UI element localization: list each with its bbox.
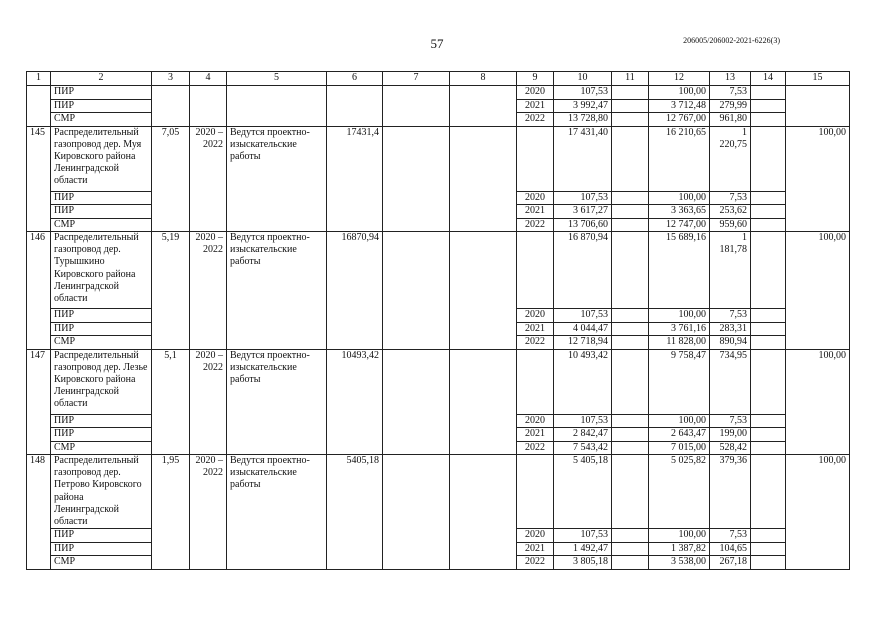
empty-cell bbox=[383, 86, 450, 127]
amount-regional: 279,99 bbox=[710, 99, 751, 113]
empty-cell bbox=[751, 441, 786, 455]
empty-cell bbox=[612, 414, 649, 428]
stage-label: СМР bbox=[51, 441, 152, 455]
amount-regional: 7,53 bbox=[710, 309, 751, 323]
row-number-cell bbox=[27, 86, 51, 127]
amount-federal: 5 025,82 bbox=[649, 455, 710, 529]
amount-regional: 253,62 bbox=[710, 205, 751, 219]
amount-federal: 100,00 bbox=[649, 86, 710, 100]
amount-federal: 7 015,00 bbox=[649, 441, 710, 455]
object-row bbox=[27, 349, 850, 414]
empty-cell bbox=[612, 205, 649, 219]
year-cell: 2020 bbox=[517, 86, 554, 100]
empty-cell bbox=[152, 86, 190, 127]
empty-cell bbox=[751, 455, 786, 529]
amount-federal: 9 758,47 bbox=[649, 349, 710, 414]
period-end: 2022 bbox=[203, 361, 223, 373]
row-number-cell: 145 bbox=[27, 126, 51, 232]
stage-label: СМР bbox=[51, 556, 152, 570]
period-start: 2020 – bbox=[195, 232, 223, 243]
stage-label: ПИР bbox=[51, 205, 152, 219]
amount-total: 107,53 bbox=[554, 414, 612, 428]
share-cell: 100,00 bbox=[786, 232, 850, 350]
stage-label: ПИР bbox=[51, 542, 152, 556]
empty-cell bbox=[612, 441, 649, 455]
status-cell: Ведутся проектно-изыскательские работы bbox=[227, 455, 327, 570]
year-cell: 2022 bbox=[517, 113, 554, 127]
amount-regional: 7,53 bbox=[710, 414, 751, 428]
amount-regional: 528,42 bbox=[710, 441, 751, 455]
column-header: 2 bbox=[51, 72, 152, 86]
stage-label: СМР bbox=[51, 336, 152, 350]
empty-cell bbox=[227, 86, 327, 127]
row-number-cell: 147 bbox=[27, 349, 51, 455]
column-header: 1 bbox=[27, 72, 51, 86]
amount-total: 3 805,18 bbox=[554, 556, 612, 570]
year-cell: 2022 bbox=[517, 441, 554, 455]
year-cell: 2020 bbox=[517, 529, 554, 543]
period-cell bbox=[190, 455, 227, 570]
estimate-cell: 16870,94 bbox=[327, 232, 383, 350]
amount-regional: 267,18 bbox=[710, 556, 751, 570]
table-body bbox=[27, 86, 850, 570]
amount-total: 2 842,47 bbox=[554, 428, 612, 442]
column-number-row bbox=[27, 72, 850, 86]
empty-cell bbox=[612, 126, 649, 191]
amount-total: 7 543,42 bbox=[554, 441, 612, 455]
object-name: Распределительный газопровод дер. Муя Кировского района Ленинградской области bbox=[51, 126, 152, 191]
column-header: 10 bbox=[554, 72, 612, 86]
period-start: 2020 – bbox=[195, 455, 223, 466]
column-header: 12 bbox=[649, 72, 710, 86]
stage-row bbox=[27, 86, 850, 100]
amount-federal: 12 767,00 bbox=[649, 113, 710, 127]
year-cell: 2022 bbox=[517, 556, 554, 570]
length-cell: 1,95 bbox=[152, 455, 190, 570]
empty-cell bbox=[751, 205, 786, 219]
stage-label: СМР bbox=[51, 113, 152, 127]
year-cell bbox=[517, 232, 554, 309]
amount-federal: 100,00 bbox=[649, 529, 710, 543]
amount-regional: 283,31 bbox=[710, 322, 751, 336]
empty-cell bbox=[751, 86, 786, 100]
amount-regional: 959,60 bbox=[710, 218, 751, 232]
amount-total: 1 492,47 bbox=[554, 542, 612, 556]
period-end: 2022 bbox=[203, 138, 223, 150]
estimate-cell: 5405,18 bbox=[327, 455, 383, 570]
empty-cell bbox=[612, 191, 649, 205]
amount-total: 107,53 bbox=[554, 191, 612, 205]
empty-cell bbox=[450, 349, 517, 455]
empty-cell bbox=[751, 309, 786, 323]
empty-cell bbox=[450, 126, 517, 232]
page-number: 57 bbox=[430, 36, 444, 51]
share-cell: 100,00 bbox=[786, 455, 850, 570]
empty-cell bbox=[612, 322, 649, 336]
amount-total: 107,53 bbox=[554, 309, 612, 323]
amount-federal: 16 210,65 bbox=[649, 126, 710, 191]
amount-federal: 3 761,16 bbox=[649, 322, 710, 336]
empty-cell bbox=[612, 455, 649, 529]
empty-cell bbox=[383, 126, 450, 232]
empty-cell bbox=[751, 113, 786, 127]
empty-cell bbox=[612, 556, 649, 570]
amount-federal: 3 712,48 bbox=[649, 99, 710, 113]
amount-total: 107,53 bbox=[554, 529, 612, 543]
row-number-cell: 146 bbox=[27, 232, 51, 350]
empty-cell bbox=[612, 336, 649, 350]
column-header: 4 bbox=[190, 72, 227, 86]
column-header: 9 bbox=[517, 72, 554, 86]
empty-cell bbox=[751, 232, 786, 309]
year-cell: 2022 bbox=[517, 218, 554, 232]
amount-regional: 104,65 bbox=[710, 542, 751, 556]
amount-total: 13 706,60 bbox=[554, 218, 612, 232]
amount-total: 3 617,27 bbox=[554, 205, 612, 219]
empty-cell bbox=[751, 126, 786, 191]
amount-regional: 1 220,75 bbox=[710, 126, 751, 191]
amount-federal: 3 363,65 bbox=[649, 205, 710, 219]
year-cell: 2020 bbox=[517, 309, 554, 323]
empty-cell bbox=[612, 86, 649, 100]
empty-cell bbox=[612, 529, 649, 543]
year-cell: 2021 bbox=[517, 322, 554, 336]
document-id: 206005/206002-2021-6226(3) bbox=[683, 36, 780, 45]
year-cell: 2021 bbox=[517, 205, 554, 219]
column-header: 11 bbox=[612, 72, 649, 86]
column-header: 14 bbox=[751, 72, 786, 86]
amount-total: 16 870,94 bbox=[554, 232, 612, 309]
length-cell: 5,19 bbox=[152, 232, 190, 350]
object-row bbox=[27, 126, 850, 191]
empty-cell bbox=[327, 86, 383, 127]
empty-cell bbox=[612, 232, 649, 309]
amount-regional: 1 181,78 bbox=[710, 232, 751, 309]
status-cell: Ведутся проектно-изыскательские работы bbox=[227, 232, 327, 350]
object-name: Распределительный газопровод дер. Петрово Кировского района Ленинградской области bbox=[51, 455, 152, 529]
column-header: 3 bbox=[152, 72, 190, 86]
empty-cell bbox=[450, 455, 517, 570]
year-cell: 2021 bbox=[517, 99, 554, 113]
empty-cell bbox=[450, 86, 517, 127]
empty-cell bbox=[751, 191, 786, 205]
stage-label: ПИР bbox=[51, 99, 152, 113]
amount-regional: 734,95 bbox=[710, 349, 751, 414]
amount-total: 3 992,47 bbox=[554, 99, 612, 113]
column-header: 8 bbox=[450, 72, 517, 86]
column-header: 13 bbox=[710, 72, 751, 86]
empty-cell bbox=[751, 428, 786, 442]
length-cell: 5,1 bbox=[152, 349, 190, 455]
estimate-cell: 17431,4 bbox=[327, 126, 383, 232]
amount-regional: 7,53 bbox=[710, 86, 751, 100]
empty-cell bbox=[612, 349, 649, 414]
year-cell: 2022 bbox=[517, 336, 554, 350]
amount-total: 5 405,18 bbox=[554, 455, 612, 529]
column-header: 15 bbox=[786, 72, 850, 86]
status-cell: Ведутся проектно-изыскательские работы bbox=[227, 126, 327, 232]
empty-cell bbox=[450, 232, 517, 350]
object-row bbox=[27, 455, 850, 529]
period-start: 2020 – bbox=[195, 349, 223, 361]
empty-cell bbox=[612, 218, 649, 232]
empty-cell bbox=[751, 349, 786, 414]
stage-label: ПИР bbox=[51, 86, 152, 100]
period-cell bbox=[190, 349, 227, 455]
amount-federal: 12 747,00 bbox=[649, 218, 710, 232]
amount-federal: 3 538,00 bbox=[649, 556, 710, 570]
amount-total: 17 431,40 bbox=[554, 126, 612, 191]
amount-federal: 11 828,00 bbox=[649, 336, 710, 350]
empty-cell bbox=[383, 232, 450, 350]
object-name: Распределительный газопровод дер. Турышкино Кировского района Ленинградской области bbox=[51, 232, 152, 309]
year-cell: 2021 bbox=[517, 542, 554, 556]
amount-total: 13 728,80 bbox=[554, 113, 612, 127]
stage-label: ПИР bbox=[51, 309, 152, 323]
object-row bbox=[27, 232, 850, 309]
empty-cell bbox=[190, 86, 227, 127]
stage-label: СМР bbox=[51, 218, 152, 232]
amount-federal: 100,00 bbox=[649, 309, 710, 323]
period-start: 2020 – bbox=[195, 126, 223, 138]
estimate-cell: 10493,42 bbox=[327, 349, 383, 455]
empty-cell bbox=[612, 428, 649, 442]
share-cell: 100,00 bbox=[786, 126, 850, 232]
empty-cell bbox=[751, 218, 786, 232]
length-cell: 7,05 bbox=[152, 126, 190, 232]
stage-label: ПИР bbox=[51, 322, 152, 336]
column-header: 7 bbox=[383, 72, 450, 86]
amount-total: 4 044,47 bbox=[554, 322, 612, 336]
empty-cell bbox=[612, 113, 649, 127]
year-cell: 2021 bbox=[517, 428, 554, 442]
stage-label: ПИР bbox=[51, 529, 152, 543]
amount-total: 107,53 bbox=[554, 86, 612, 100]
amount-federal: 100,00 bbox=[649, 414, 710, 428]
empty-cell bbox=[612, 542, 649, 556]
year-cell: 2020 bbox=[517, 414, 554, 428]
empty-cell bbox=[751, 529, 786, 543]
period-end: 2022 bbox=[203, 244, 223, 256]
share-cell: 100,00 bbox=[786, 349, 850, 455]
period-cell bbox=[190, 232, 227, 350]
amount-federal: 1 387,82 bbox=[649, 542, 710, 556]
program-table bbox=[26, 71, 850, 570]
column-header: 6 bbox=[327, 72, 383, 86]
amount-total: 10 493,42 bbox=[554, 349, 612, 414]
empty-cell bbox=[383, 349, 450, 455]
year-cell bbox=[517, 455, 554, 529]
period-end: 2022 bbox=[203, 467, 223, 479]
column-header: 5 bbox=[227, 72, 327, 86]
empty-cell bbox=[383, 455, 450, 570]
row-number-cell: 148 bbox=[27, 455, 51, 570]
empty-cell bbox=[751, 542, 786, 556]
empty-cell bbox=[751, 99, 786, 113]
empty-cell bbox=[751, 336, 786, 350]
stage-label: ПИР bbox=[51, 428, 152, 442]
amount-regional: 961,80 bbox=[710, 113, 751, 127]
empty-cell bbox=[751, 414, 786, 428]
amount-regional: 379,36 bbox=[710, 455, 751, 529]
status-cell: Ведутся проектно-изыскательские работы bbox=[227, 349, 327, 455]
year-cell bbox=[517, 126, 554, 191]
amount-federal: 100,00 bbox=[649, 191, 710, 205]
stage-label: ПИР bbox=[51, 414, 152, 428]
stage-label: ПИР bbox=[51, 191, 152, 205]
amount-regional: 7,53 bbox=[710, 529, 751, 543]
amount-regional: 199,00 bbox=[710, 428, 751, 442]
empty-cell bbox=[751, 322, 786, 336]
empty-cell bbox=[786, 86, 850, 127]
amount-federal: 15 689,16 bbox=[649, 232, 710, 309]
empty-cell bbox=[612, 309, 649, 323]
year-cell: 2020 bbox=[517, 191, 554, 205]
empty-cell bbox=[612, 99, 649, 113]
year-cell bbox=[517, 349, 554, 414]
amount-regional: 7,53 bbox=[710, 191, 751, 205]
amount-regional: 890,94 bbox=[710, 336, 751, 350]
amount-total: 12 718,94 bbox=[554, 336, 612, 350]
empty-cell bbox=[751, 556, 786, 570]
object-name: Распределительный газопровод дер. Лезье Кировского района Ленинградской области bbox=[51, 349, 152, 414]
period-cell bbox=[190, 126, 227, 232]
amount-federal: 2 643,47 bbox=[649, 428, 710, 442]
